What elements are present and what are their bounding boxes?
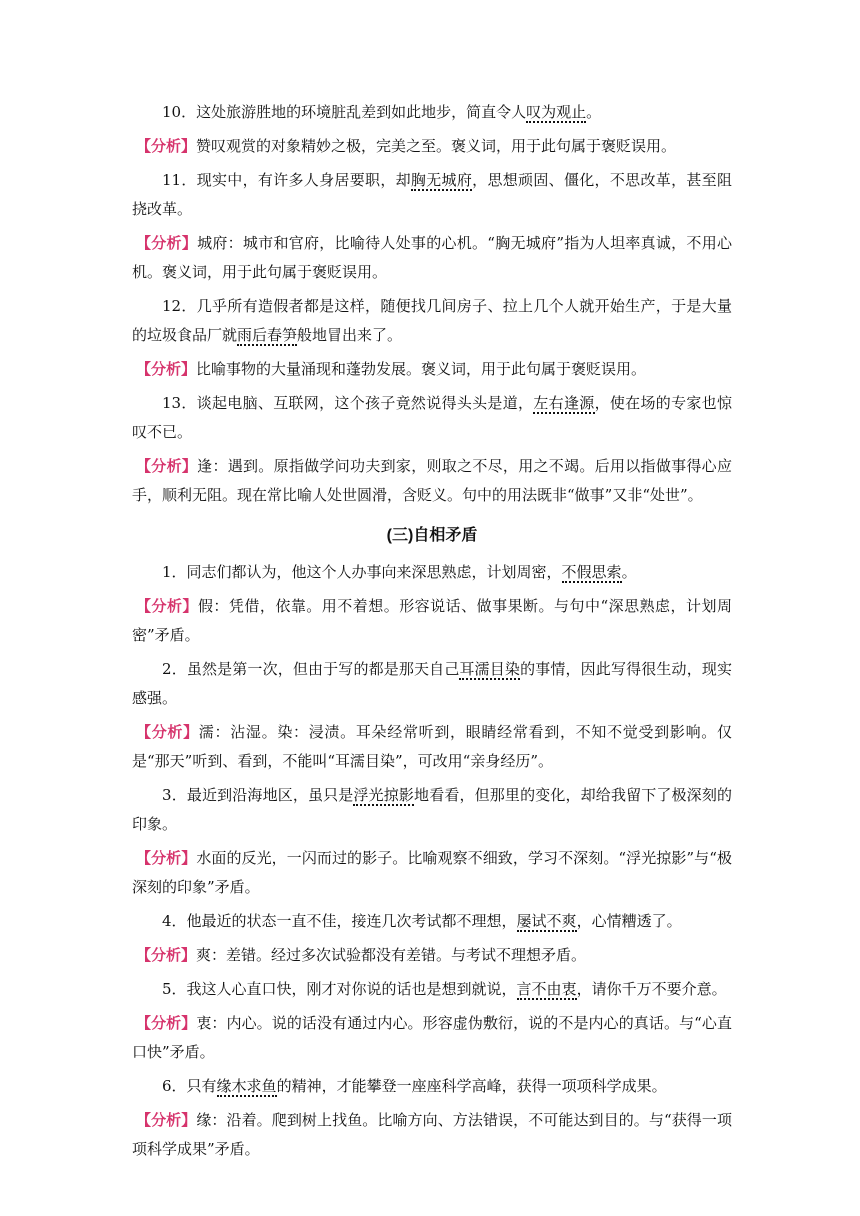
idiom-highlight: 叹为观止 — [526, 103, 587, 121]
question-4: 4．他最近的状态一直不佳，接连几次考试都不理想，屡试不爽，心情糟透了。 — [162, 912, 682, 930]
idiom-highlight: 不假思索 — [561, 563, 622, 581]
analysis-tag: 【分析】 — [136, 723, 199, 741]
analysis-13: 【分析】逢：遇到。原指做学问功夫到家，则取之不尽，用之不竭。后用以指做事得心应手，顺利无阻。现在常比喻人处世圆滑，含贬义。句中的用法既非“做事”又非“处世”。 — [132, 457, 732, 504]
analysis-tag: 【分析】 — [136, 234, 198, 252]
analysis-tag: 【分析】 — [136, 597, 198, 615]
question-6: 6．只有缘木求鱼的精神，才能攀登一座座科学高峰，获得一项项科学成果。 — [162, 1077, 667, 1095]
group-contradiction-items — [132, 558, 732, 1164]
analysis-1: 【分析】假：凭借，依靠。用不着想。形容说话、做事果断。与句中“深思熟虑，计划周密”矛盾。 — [132, 597, 732, 644]
analysis-12: 【分析】比喻事物的大量涌现和蓬勃发展。褒义词，用于此句属于褒贬误用。 — [136, 360, 647, 378]
question-10: 10．这处旅游胜地的环境脏乱差到如此地步，简直令人叹为观止。 — [162, 103, 602, 121]
idiom-highlight: 屡试不爽 — [516, 912, 577, 930]
analysis-6: 【分析】缘：沿着。爬到树上找鱼。比喻方向、方法错误，不可能达到目的。与“获得一项项科学成果”矛盾。 — [132, 1111, 732, 1158]
analysis-tag: 【分析】 — [136, 457, 198, 475]
analysis-5: 【分析】衷：内心。说的话没有通过内心。形容虚伪敷衍，说的不是内心的真话。与“心直口快”矛盾。 — [132, 1014, 732, 1061]
analysis-tag: 【分析】 — [136, 946, 197, 964]
analysis-11: 【分析】城府：城市和官府，比喻待人处事的心机。“胸无城府”指为人坦率真诚，不用心机。褒义词，用于此句属于褒贬误用。 — [132, 234, 732, 281]
analysis-2: 【分析】濡：沾湿。染：浸渍。耳朵经常听到，眼睛经常看到，不知不觉受到影响。仅是“那天”听到、看到，不能叫“耳濡目染”，可改用“亲身经历”。 — [132, 723, 732, 770]
idiom-highlight: 浮光掠影 — [353, 786, 415, 804]
analysis-tag: 【分析】 — [136, 360, 197, 378]
analysis-tag: 【分析】 — [136, 1111, 197, 1129]
analysis-tag: 【分析】 — [136, 849, 197, 867]
question-3: 3．最近到沿海地区，虽只是浮光掠影地看看，但那里的变化，却给我留下了极深刻的印象。 — [132, 786, 732, 833]
idiom-highlight: 左右逢源 — [533, 394, 595, 412]
analysis-tag: 【分析】 — [136, 137, 197, 155]
document-content — [132, 98, 732, 1169]
group-misuse-items — [132, 98, 732, 510]
question-11: 11．现实中，有许多人身居要职，却胸无城府，思想顽固、僵化，不思改革，甚至阻挠改革。 — [132, 171, 732, 218]
question-13: 13．谈起电脑、互联网，这个孩子竟然说得头头是道，左右逢源，使在场的专家也惊叹不已。 — [132, 394, 732, 441]
analysis-4: 【分析】爽：差错。经过多次试验都没有差错。与考试不理想矛盾。 — [136, 946, 587, 964]
section-title: (三)自相矛盾 — [386, 527, 478, 544]
question-1: 1．同志们都认为，他这个人办事向来深思熟虑，计划周密，不假思索。 — [162, 563, 637, 581]
question-2: 2．虽然是第一次，但由于写的都是那天自己耳濡目染的事情，因此写得很生动，现实感强。 — [132, 660, 732, 707]
analysis-3: 【分析】水面的反光，一闪而过的影子。比喻观察不细致，学习不深刻。“浮光掠影”与“极深刻的印象”矛盾。 — [132, 849, 732, 896]
idiom-highlight: 胸无城府 — [410, 171, 473, 189]
analysis-tag: 【分析】 — [136, 1014, 197, 1032]
analysis-10: 【分析】赞叹观赏的对象精妙之极，完美之至。褒义词，用于此句属于褒贬误用。 — [136, 137, 677, 155]
idiom-highlight: 言不由衷 — [516, 980, 577, 998]
idiom-highlight: 耳濡目染 — [459, 660, 521, 678]
idiom-highlight: 缘木求鱼 — [216, 1077, 277, 1095]
idiom-highlight: 雨后春笋 — [237, 326, 298, 344]
question-12: 12．几乎所有造假者都是这样，随便找几间房子、拉上几个人就开始生产，于是大量的垃圾食品厂就雨后春笋般地冒出来了。 — [132, 297, 732, 344]
question-5: 5．我这人心直口快，刚才对你说的话也是想到就说，言不由衷，请你千万不要介意。 — [162, 980, 727, 998]
